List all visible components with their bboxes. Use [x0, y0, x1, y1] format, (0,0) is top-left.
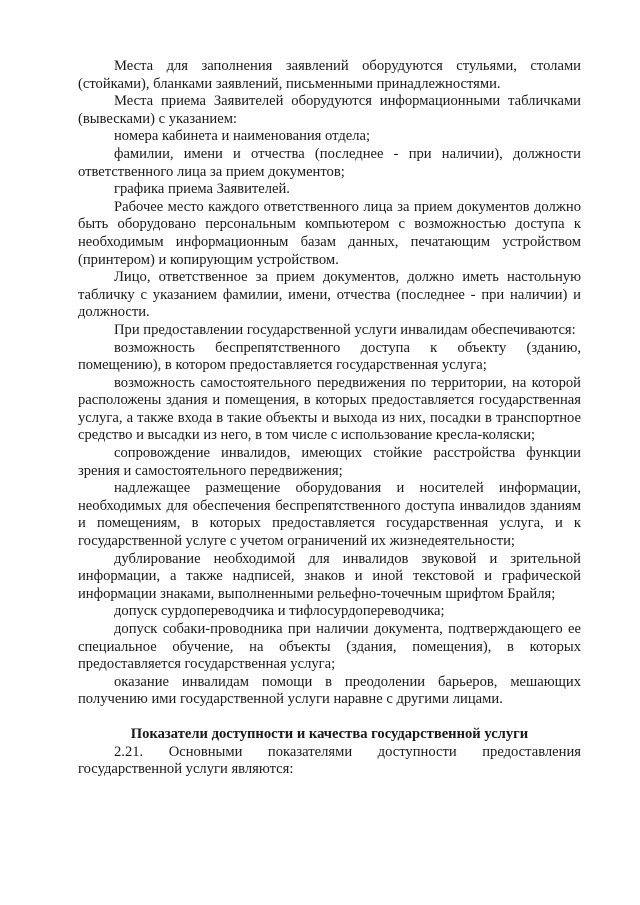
- paragraph-escort: сопровождение инвалидов, имеющих стойкие расстройства функции зрения и самостоятельного передвижения;: [78, 445, 581, 479]
- paragraph-access-object: возможность беспрепятственного доступа к объекту (зданию, помещению), в котором предоставляется государственная услуга;: [78, 339, 581, 374]
- paragraph-workplace: Рабочее место каждого ответственного лица за прием документов должно быть оборудовано персональным компьютером с возможностью доступа к необходимым информационным базам данных, печатающим устройством (принтером) и копирующим устройством.: [78, 198, 581, 268]
- paragraph-responsible-person: фамилии, имени и отчества (последнее - при наличии), должности ответственного лица за прием документов;: [78, 145, 581, 180]
- document-page: [78, 58, 581, 779]
- paragraph-room-number: номера кабинета и наименования отдела;: [114, 128, 371, 145]
- paragraph-duplication-braille: дублирование необходимой для инвалидов звуковой и зрительной информации, а также надписей, знаков и иной текстовой и графической информации знаками, выполненными рельефно-точечным шрифтом Брайля;: [78, 550, 581, 602]
- paragraph-assistance: оказание инвалидам помощи в преодолении барьеров, мешающих получению ими государственной услуги наравне с другими лицами.: [78, 673, 581, 708]
- paragraph-schedule: графика приема Заявителей.: [114, 181, 290, 198]
- paragraph-2-21: 2.21. Основными показателями доступности предоставления государственной услуги являются:: [78, 743, 581, 778]
- paragraph-independent-movement: возможность самостоятельного передвижения по территории, на которой расположены здания и помещения, в которых предоставляется государственная услуга, а также входа в такие объекты и выхода из них, посадки в транспортное средство и высадки из него, в том числе с использование кресла-коляски;: [78, 374, 581, 444]
- paragraph-seating: Места для заполнения заявлений оборудуются стульями, столами (стойками), бланками заявлений, письменными принадлежностями.: [78, 58, 581, 92]
- section-heading: Показатели доступности и качества государственной услуги: [130, 725, 529, 742]
- paragraph-equipment-placement: надлежащее размещение оборудования и носителей информации, необходимых для обеспечения беспрепятственного доступа инвалидов зданиям и помещениям, в которых предоставляется государственная услуга, и к государственной услуге с учетом ограничений их жизнедеятельности;: [78, 480, 581, 550]
- paragraph-info-plates: Места приема Заявителей оборудуются информационными табличками (вывесками) с указанием:: [78, 93, 581, 127]
- paragraph-disabled-provision: При предоставлении государственной услуги инвалидам обеспечиваются:: [114, 321, 576, 338]
- paragraph-sign-interpreter: допуск сурдопереводчика и тифлосурдопереводчика;: [114, 603, 445, 620]
- paragraph-desk-plate: Лицо, ответственное за прием документов, должно иметь настольную табличку с указанием фамилии, имени, отчества (последнее - при наличии) и должности.: [78, 269, 581, 321]
- paragraph-guide-dog: допуск собаки-проводника при наличии документа, подтверждающего ее специальное обучение, на объекты (здания, помещения), в которых предоставляется государственная услуга;: [78, 621, 581, 673]
